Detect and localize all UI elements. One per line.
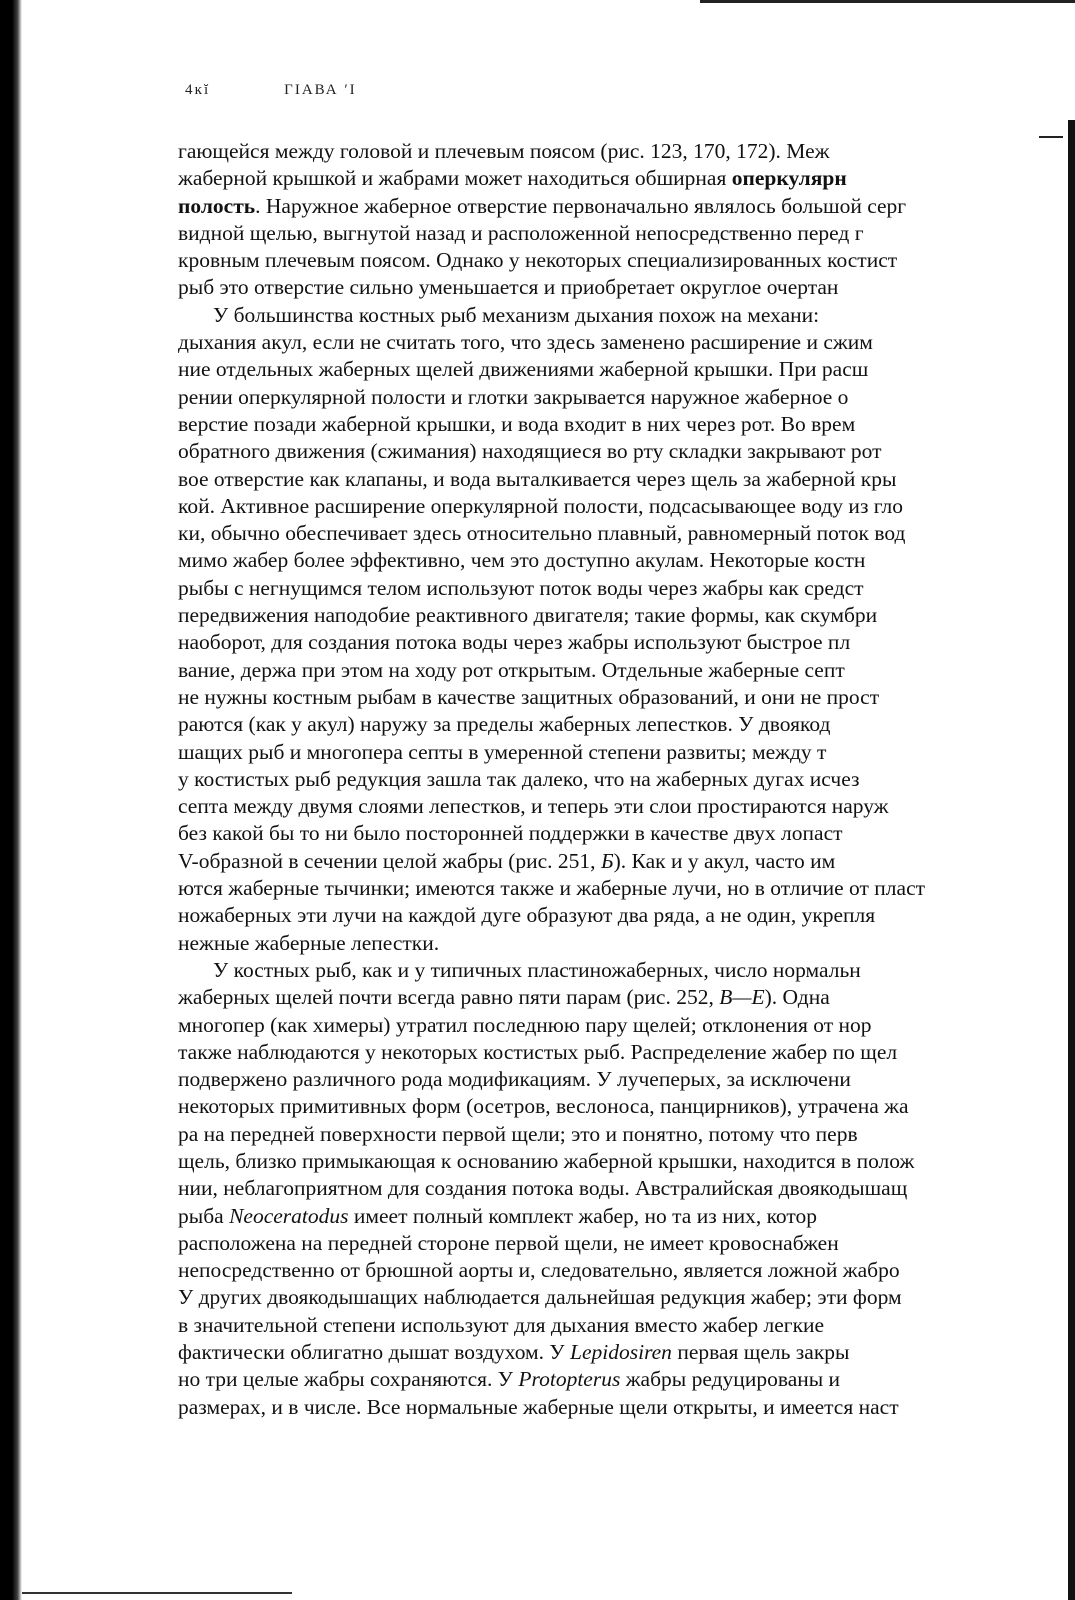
text-line bbox=[178, 602, 1068, 629]
text-line bbox=[178, 220, 1068, 247]
text-line bbox=[178, 684, 1068, 711]
line-text: подвержено различного рода модификациям. У лучеперых, за исключени bbox=[178, 1067, 851, 1092]
italic-term: В—Е bbox=[719, 985, 765, 1010]
text-line bbox=[178, 657, 1068, 684]
text-line bbox=[178, 1012, 1068, 1039]
line-text: ножаберных эти лучи на каждой дуге образуют два ряда, а не один, укрепля bbox=[178, 903, 876, 928]
line-text: верстие позади жаберной крышки, и вода входит в них через рот. Во врем bbox=[178, 411, 856, 436]
line-text: многопер (как химеры) утратил последнюю пару щелей; отклонения от нор bbox=[178, 1012, 872, 1037]
line-text: фактически облигатно дышат воздухом. У bbox=[178, 1340, 570, 1365]
text-line bbox=[178, 329, 1068, 356]
line-text: не нужны костным рыбам в качестве защитных образований, и они не прост bbox=[178, 684, 880, 709]
text-line bbox=[178, 766, 1068, 793]
line-text: гающейся между головой и плечевым поясом (рис. 123, 170, 172). Меж bbox=[178, 139, 830, 163]
text-line bbox=[178, 384, 1068, 411]
text-line bbox=[178, 138, 1068, 165]
text-line bbox=[178, 1366, 1068, 1393]
line-text: мимо жабер более эффективно, чем это доступно акулам. Некоторые костн bbox=[178, 548, 866, 573]
text-line bbox=[178, 1121, 1068, 1148]
text-line bbox=[178, 875, 1068, 902]
running-head bbox=[185, 82, 357, 99]
italic-term: Б bbox=[600, 848, 614, 873]
text-line bbox=[178, 739, 1068, 766]
line-text: рении оперкулярной полости и глотки закрывается наружное жаберное о bbox=[178, 384, 849, 409]
line-text: без какой бы то ни было посторонней поддержки в качестве двух лопаст bbox=[178, 821, 843, 846]
text-line bbox=[178, 1284, 1068, 1311]
text-line bbox=[178, 302, 1068, 329]
text-line bbox=[178, 1039, 1068, 1066]
text-line bbox=[178, 957, 1068, 984]
line-text: дыхания акул, если не считать того, что здесь заменено расширение и сжим bbox=[178, 330, 873, 355]
line-text: вое отверстие как клапаны, и вода выталкивается через щель за жаберной кры bbox=[178, 466, 897, 491]
line-text: септа между двумя слоями лепестков, и теперь эти слои простираются наруж bbox=[178, 794, 889, 819]
text-line bbox=[178, 1257, 1068, 1284]
line-text: нии, неблагоприятном для создания потока воды. Австралийская двоякодышащ bbox=[178, 1176, 908, 1201]
line-text: ки, обычно обеспечивает здесь относительно плавный, равномерный поток вод bbox=[178, 521, 906, 546]
text-line bbox=[178, 793, 1068, 820]
line-text: рыба bbox=[178, 1203, 230, 1228]
line-text: некоторых примитивных форм (осетров, веслоноса, панцирников), утрачена жа bbox=[178, 1094, 909, 1119]
line-text: непосредственно от брюшной аорты и, следовательно, является ложной жабро bbox=[178, 1258, 900, 1283]
line-text: вание, держа при этом на ходу рот открытым. Отдельные жаберные септ bbox=[178, 657, 845, 682]
text-line bbox=[178, 1230, 1068, 1257]
text-line bbox=[178, 1175, 1068, 1202]
italic-term: Protopterus bbox=[518, 1367, 621, 1392]
bottom-rule bbox=[22, 1592, 292, 1594]
line-text: ние отдельных жаберных щелей движениями жаберной крышки. При расш bbox=[178, 357, 869, 382]
text-line bbox=[178, 438, 1068, 465]
line-text: обратного движения (сжимания) находящиеся во рту складки закрывают рот bbox=[178, 439, 882, 464]
text-line bbox=[178, 1148, 1068, 1175]
line-text: щель, близко примыкающая к основанию жаберной крышки, находится в полож bbox=[178, 1148, 915, 1173]
chapter-label: ГІАВА ʹІ bbox=[284, 82, 357, 98]
text-line bbox=[178, 930, 1068, 957]
line-text: в значительной степени используют для дыхания вместо жабер легкие bbox=[178, 1312, 825, 1337]
line-text: первая щель закры bbox=[671, 1340, 850, 1365]
line-text: передвижения наподобие реактивного двигателя; такие формы, как скумбри bbox=[178, 603, 878, 628]
line-text: У костных рыб, как и у типичных пластиножаберных, число нормальн bbox=[213, 957, 861, 982]
line-text: жаберной крышкой и жабрами может находиться обширная bbox=[178, 166, 732, 191]
line-text: ). Одна bbox=[764, 985, 830, 1010]
line-text: У других двоякодышащих наблюдается дальнейшая редукция жабер; эти форм bbox=[178, 1285, 902, 1310]
line-text: ). Как и у акул, часто им bbox=[613, 848, 836, 873]
text-line bbox=[178, 493, 1068, 520]
text-line bbox=[178, 1339, 1068, 1366]
text-line bbox=[178, 547, 1068, 574]
line-text: размерах, и в числе. Все нормальные жаберные щели открыты, и имеется наст bbox=[178, 1394, 899, 1419]
text-line bbox=[178, 711, 1068, 738]
line-text: жабры редуцированы и bbox=[620, 1367, 841, 1392]
top-rule bbox=[700, 0, 1075, 3]
line-text: V-образной в сечении целой жабры (рис. 251, bbox=[178, 848, 601, 873]
text-line bbox=[178, 356, 1068, 383]
line-text: шащих рыб и многопера септы в умеренной степени развиты; между т bbox=[178, 739, 827, 764]
line-text: у костистых рыб редукция зашла так далеко, что на жаберных дугах исчез bbox=[178, 766, 860, 791]
italic-term: Neoceratodus bbox=[229, 1203, 349, 1228]
text-line bbox=[178, 247, 1068, 274]
line-text: но три целые жабры сохраняются. У bbox=[178, 1367, 519, 1392]
bold-term: оперкулярн bbox=[731, 166, 847, 191]
line-text: рыбы с негнущимся телом используют поток воды через жабры как средст bbox=[178, 575, 864, 600]
text-line bbox=[178, 984, 1068, 1011]
text-line bbox=[178, 629, 1068, 656]
text-line bbox=[178, 193, 1068, 220]
text-line bbox=[178, 848, 1068, 875]
line-text: ются жаберные тычинки; имеются также и жаберные лучи, но в отличие от пласт bbox=[178, 876, 926, 901]
text-line bbox=[178, 1394, 1068, 1421]
line-text: также наблюдаются у некоторых костистых рыб. Распределение жабер по щел bbox=[178, 1039, 898, 1064]
line-text: нежные жаберные лепестки. bbox=[178, 930, 440, 955]
text-line bbox=[178, 1203, 1068, 1230]
text-line bbox=[178, 1066, 1068, 1093]
line-text: жаберных щелей почти всегда равно пяти парам (рис. 252, bbox=[178, 985, 720, 1010]
body-text bbox=[178, 138, 1068, 1421]
line-text: . Наружное жаберное отверстие первоначально являлось большой серг bbox=[255, 193, 907, 218]
text-line bbox=[178, 165, 1068, 192]
line-text: кой. Активное расширение оперкулярной полости, подсасывающее воду из гло bbox=[178, 493, 904, 518]
page-number: 4ĸĭ bbox=[185, 82, 211, 98]
text-line bbox=[178, 274, 1068, 301]
scan-edge-right bbox=[1068, 120, 1075, 1600]
line-text: видной щелью, выгнутой назад и расположенной непосредственно перед г bbox=[178, 220, 864, 245]
text-line bbox=[178, 1312, 1068, 1339]
line-text: рыб это отверстие сильно уменьшается и приобретает округлое очертан bbox=[178, 275, 839, 300]
text-line bbox=[178, 411, 1068, 438]
text-line bbox=[178, 1093, 1068, 1120]
line-text: имеет полный комплект жабер, но та из них, котор bbox=[348, 1203, 818, 1228]
line-text: У большинства костных рыб механизм дыхания похож на механи: bbox=[213, 302, 820, 327]
bold-term: полость bbox=[178, 193, 256, 218]
line-text: раются (как у акул) наружу за пределы жаберных лепестков. У двоякод bbox=[178, 712, 831, 737]
text-line bbox=[178, 466, 1068, 493]
italic-term: Lepidosiren bbox=[570, 1340, 672, 1365]
line-text: расположена на передней стороне первой щели, не имеет кровоснабжен bbox=[178, 1230, 839, 1255]
line-text: ра на передней поверхности первой щели; это и понятно, потому что перв bbox=[178, 1121, 858, 1146]
scan-edge-left bbox=[0, 0, 22, 1600]
line-text: кровным плечевым поясом. Однако у некоторых специализированных костист bbox=[178, 248, 898, 273]
text-line bbox=[178, 520, 1068, 547]
line-text: наоборот, для создания потока воды через жабры используют быстрое пл bbox=[178, 630, 851, 655]
text-line bbox=[178, 575, 1068, 602]
text-line bbox=[178, 820, 1068, 847]
text-line bbox=[178, 902, 1068, 929]
